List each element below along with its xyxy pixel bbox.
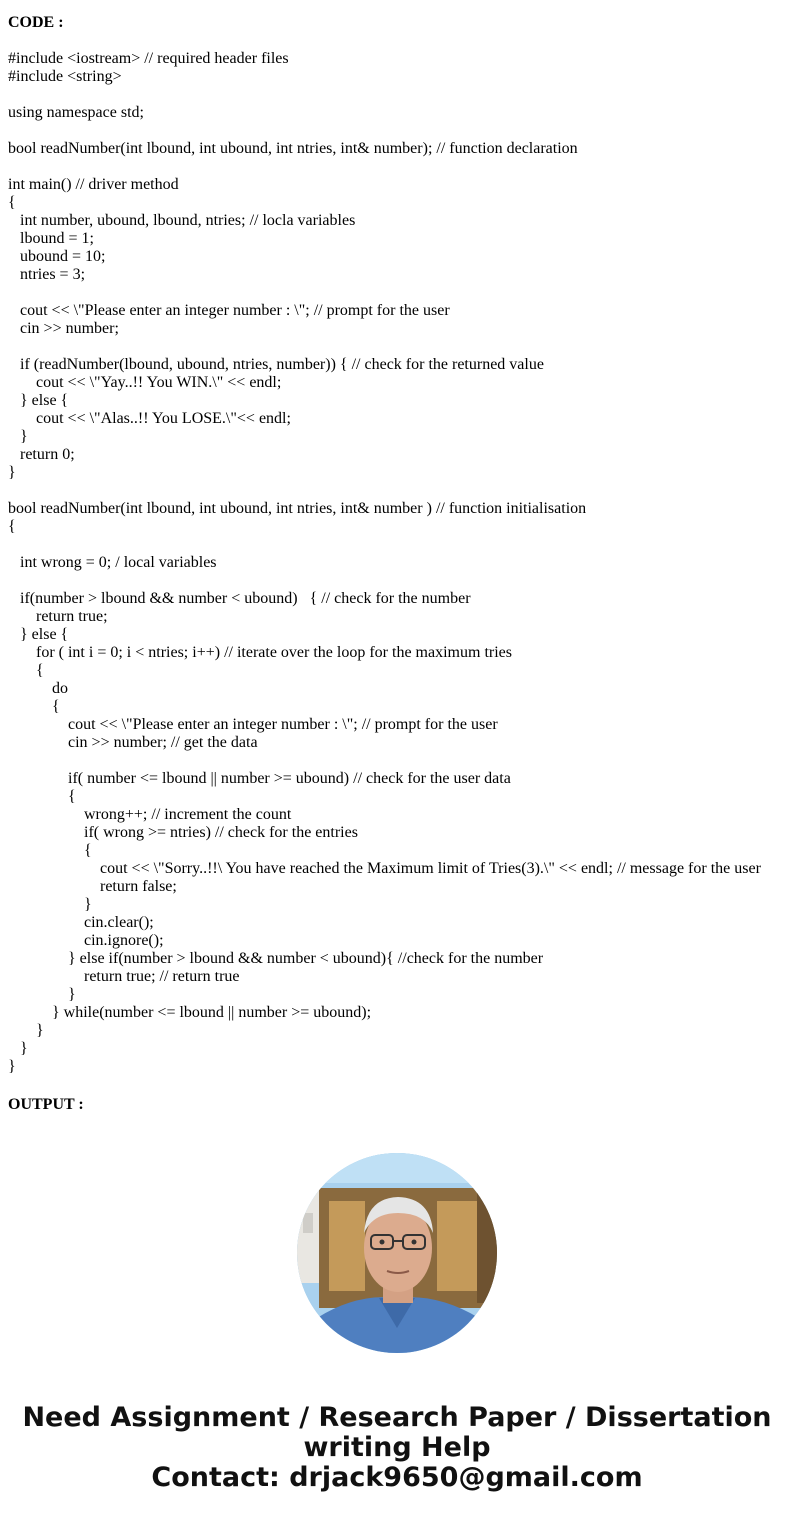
code-line: bool readNumber(int lbound, int ubound, int ntries, int& number); // function declaration (8, 140, 578, 157)
code-line: } else if(number > lbound && number < ubound){ //check for the number (8, 950, 544, 967)
code-line (8, 752, 788, 770)
code-line: int main() // driver method (8, 176, 179, 193)
code-line: using namespace std; (8, 104, 144, 121)
code-line: } (8, 464, 16, 481)
code-line (8, 482, 788, 500)
code-line: ubound = 10; (8, 248, 106, 265)
code-line: } while(number <= lbound || number >= ubound); (8, 1004, 372, 1021)
code-line: { (8, 842, 92, 859)
code-line: lbound = 1; (8, 230, 94, 247)
code-block (8, 50, 788, 1076)
author-photo (297, 1153, 497, 1353)
code-line: #include <string> (8, 68, 122, 85)
help-banner (0, 1403, 794, 1493)
code-line: cout << \"Sorry..!!\ You have reached the Maximum limit of Tries(3).\" << endl; // message for the user (8, 860, 761, 877)
banner-line-1: Need Assignment / Research Paper / Dissertation (22, 1402, 772, 1433)
code-line: do (8, 680, 68, 697)
code-line: } (8, 896, 92, 913)
code-line: cout << \"Alas..!! You LOSE.\"<< endl; (8, 410, 291, 427)
spacer (8, 32, 788, 50)
code-heading: CODE : (8, 14, 64, 31)
code-line: { (8, 194, 16, 211)
code-line: bool readNumber(int lbound, int ubound, int ntries, int& number ) // function initialisation (8, 500, 587, 517)
code-line: cin >> number; (8, 320, 119, 337)
code-section (8, 14, 788, 1076)
code-line: cout << \"Please enter an integer number : \"; // prompt for the user (8, 716, 498, 733)
code-line: return false; (8, 878, 177, 895)
banner-line-3: Contact: drjack9650@gmail.com (151, 1462, 643, 1493)
code-line: cin.ignore(); (8, 932, 164, 949)
code-line: wrong++; // increment the count (8, 806, 292, 823)
code-line (8, 158, 788, 176)
code-line: for ( int i = 0; i < ntries; i++) // iterate over the loop for the maximum tries (8, 644, 512, 661)
code-line: } (8, 1040, 28, 1057)
code-line (8, 284, 788, 302)
code-line: if( wrong >= ntries) // check for the entries (8, 824, 358, 841)
code-line: { (8, 518, 16, 535)
code-line: } (8, 986, 76, 1003)
code-line: int number, ubound, lbound, ntries; // locla variables (8, 212, 356, 229)
code-line: int wrong = 0; / local variables (8, 554, 217, 571)
code-line (8, 338, 788, 356)
banner-line-2: writing Help (303, 1432, 491, 1463)
code-line: } else { (8, 392, 69, 409)
code-line: } (8, 1022, 44, 1039)
code-line: } (8, 1058, 16, 1075)
code-line: ntries = 3; (8, 266, 86, 283)
code-line: } (8, 428, 28, 445)
code-line: return 0; (8, 446, 75, 463)
code-line: return true; // return true (8, 968, 240, 985)
code-line: cin >> number; // get the data (8, 734, 258, 751)
code-line: if (readNumber(lbound, ubound, ntries, number)) { // check for the returned value (8, 356, 544, 373)
code-line: return true; (8, 608, 108, 625)
code-line: } else { (8, 626, 69, 643)
code-line: if(number > lbound && number < ubound) { // check for the number (8, 590, 471, 607)
code-line: #include <iostream> // required header files (8, 50, 289, 67)
code-line: { (8, 698, 60, 715)
output-heading: OUTPUT : (8, 1096, 84, 1113)
code-line: cout << \"Yay..!! You WIN.\" << endl; (8, 374, 282, 391)
code-line (8, 572, 788, 590)
code-line (8, 536, 788, 554)
code-line (8, 122, 788, 140)
code-line: { (8, 662, 44, 679)
code-line: if( number <= lbound || number >= ubound) // check for the user data (8, 770, 511, 787)
code-line: cin.clear(); (8, 914, 154, 931)
code-line: cout << \"Please enter an integer number : \"; // prompt for the user (8, 302, 450, 319)
code-line (8, 86, 788, 104)
code-line: { (8, 788, 76, 805)
